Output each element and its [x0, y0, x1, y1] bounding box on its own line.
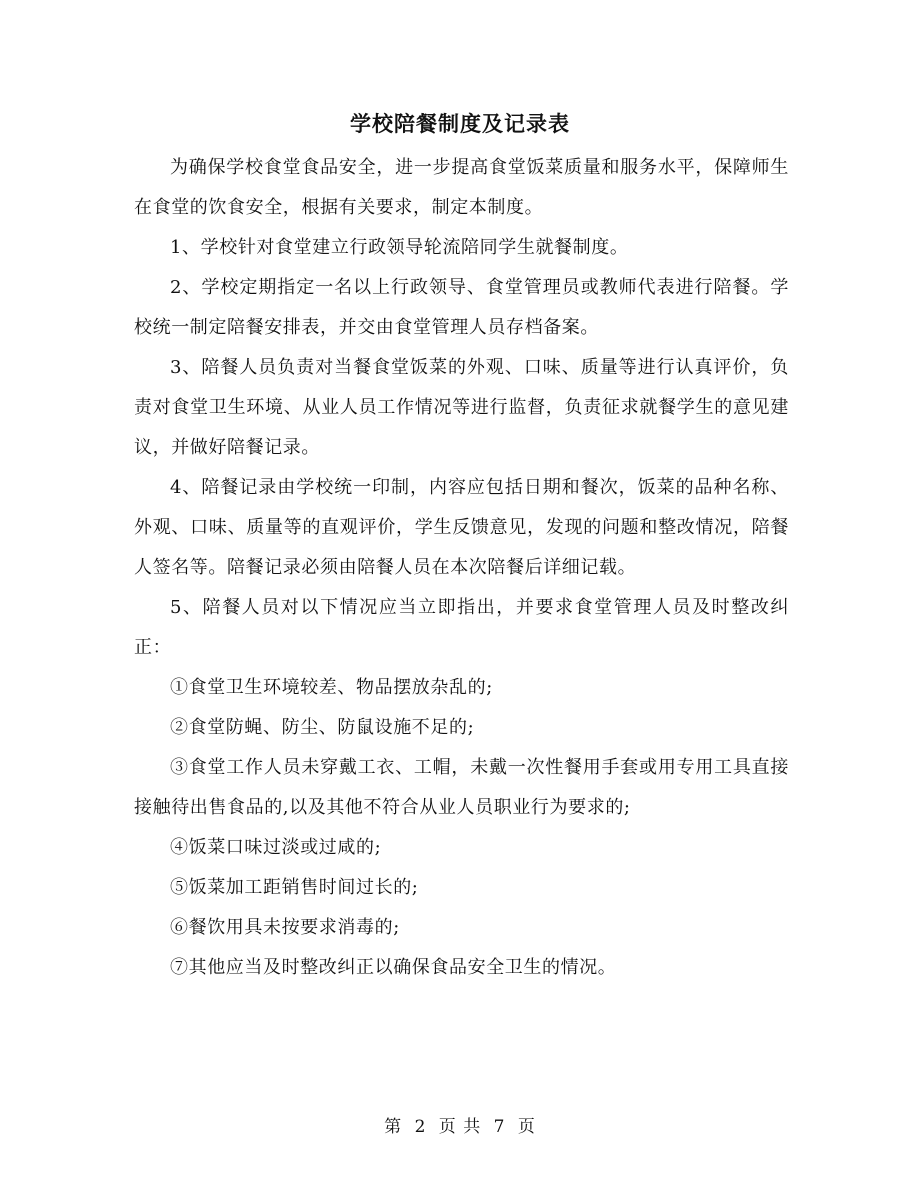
paragraph-item-1: 1、学校针对食堂建立行政领导轮流陪同学生就餐制度。 [170, 237, 629, 258]
sub-item-4: ④饭菜口味过淡或过咸的; [170, 837, 382, 858]
footer-total-pages: 7 [493, 1117, 506, 1137]
sub-item-5: ⑤饭菜加工距销售时间过长的; [170, 877, 419, 898]
sub-item-7: ⑦其他应当及时整改纠正以确保食品安全卫生的情况。 [170, 957, 617, 978]
document-title: 学校陪餐制度及记录表 [350, 111, 570, 136]
paragraph-item-5: 5、陪餐人员对以下情况应当立即指出，并要求食堂管理人员及时整改纠正： [134, 597, 789, 658]
footer-suffix: 页 [517, 1117, 536, 1137]
sub-item-1: ①食堂卫生环境较差、物品摆放杂乱的; [170, 677, 493, 698]
footer-middle: 页 共 [438, 1117, 482, 1137]
paragraph-item-2: 2、学校定期指定一名以上行政领导、食堂管理员或教师代表进行陪餐。学校统一制定陪餐安排表，并交由食堂管理人员存档备案。 [134, 277, 789, 338]
footer-page-number: 2 [414, 1117, 427, 1137]
paragraph-intro: 为确保学校食堂食品安全，进一步提高食堂饭菜质量和服务水平，保障师生在食堂的饮食安全，根据有关要求，制定本制度。 [134, 157, 789, 218]
sub-item-6: ⑥餐饮用具未按要求消毒的; [170, 917, 400, 938]
sub-item-2: ②食堂防蝇、防尘、防鼠设施不足的; [170, 717, 475, 738]
paragraph-item-4: 4、陪餐记录由学校统一印制，内容应包括日期和餐次，饭菜的品种名称、外观、口味、质量等的直观评价，学生反馈意见，发现的问题和整改情况，陪餐人签名等。陪餐记录必须由陪餐人员在本次陪餐后详细记载。 [134, 477, 789, 578]
page-footer [0, 1112, 920, 1137]
document-body [134, 148, 789, 988]
footer-prefix: 第 [384, 1117, 403, 1137]
sub-item-3: ③食堂工作人员未穿戴工衣、工帽，未戴一次性餐用手套或用专用工具直接接触待出售食品的,以及其他不符合从业人员职业行为要求的; [134, 757, 789, 818]
paragraph-item-3: 3、陪餐人员负责对当餐食堂饭菜的外观、口味、质量等进行认真评价，负责对食堂卫生环境、从业人员工作情况等进行监督，负责征求就餐学生的意见建议，并做好陪餐记录。 [134, 357, 789, 458]
